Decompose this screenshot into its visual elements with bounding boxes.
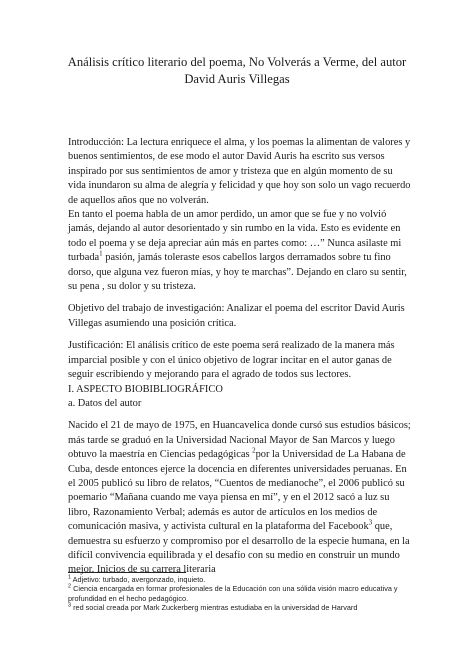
objective-paragraph: Objetivo del trabajo de investigación: Analizar el poema del escritor David Auris Villegas asumiendo una posición crítica.: [68, 303, 405, 329]
footnote-2-text: Ciencia encargada en formar profesionales de la Educación con una sólida visión macro educativa y profundidad en el hecho pedagógico.: [68, 584, 398, 603]
bio-text-2: por la Universidad de La Habana de Cuba, desde entonces ejerce la docencia en diferentes universidades peruanas. En el 2005 publicó su libro de relatos, “Cuentos de medianoche”, el 2006 publicó su poemario “Mañana cuando me vaya piensa en mí”, y en el 2012 sacó a luz su libro, Razonamiento Verbal; además es autor de artículos en los medios de comunicación masiva, y activista cultural en la plataforma del Facebook: [68, 449, 407, 533]
subsection-heading: a. Datos del autor: [68, 397, 142, 409]
poem-paragraph: [68, 208, 412, 294]
footnote-1-text: Adjetivo: turbado, avergonzado, inquieto.: [71, 575, 206, 584]
footnote-2: [68, 584, 408, 603]
document-body: [68, 136, 412, 578]
document-title: Análisis crítico literario del poema, No Volverás a Verme, del autor David Auris Villegas: [67, 55, 407, 86]
intro-paragraph: Introducción: La lectura enriquece el alma, y los poemas la alimentan de valores y buenos sentimientos, de ese modo el autor David Auris ha escrito sus versos inspirado por sus sentimientos de amor y tristeza que en algún momento de su vida inundaron su alma de alegría y felicidad y que hoy son solo un vago recuerdo de aquellos años que no volverán.: [68, 137, 411, 206]
footnote-2-mark: 2: [68, 583, 72, 590]
footnote-separator: [68, 572, 186, 573]
bio-text-3: que, demuestra su esfuerzo y compromiso por el desarrollo de la especie humana, en la difícil convivencia equilibrada y el desafío con su medio en construir un mundo mejor. Inicios de su carrera literaria: [68, 521, 410, 576]
footnote-ref-3[interactable]: 3: [368, 518, 373, 527]
poem-text-start: En tanto el poema habla de un amor perdido, un amor que se fue y no volvió jamás, dejando al autor desorientado y sin rumbo en la vida. Esto es evidente en todo el poema y se deja apreciar aún más en partes como: …” Nunca asilaste mi turbada: [68, 209, 402, 264]
footnote-1: [68, 575, 408, 584]
footnote-3-text: red social creada por Mark Zuckerberg mientras estudiaba en la universidad de Harvard: [71, 603, 358, 613]
justification-paragraph: Justificación: El análisis crítico de este poema será realizado de la manera más imparcial posible y con el único objetivo de lograr incitar en el autor ganas de seguir escribiendo y mejorando para el agrado de todos sus lectores.: [68, 340, 395, 381]
footnote-ref-2[interactable]: 2: [252, 446, 256, 455]
footnote-1-mark: 1: [68, 574, 72, 581]
bio-text-1: Nacido el 21 de mayo de 1975, en Huancavelica donde cursó sus estudios básicos; más tarde se graduó en la Universidad Nacional Mayor de San Marcos y luego obtuvo la maestría en Ciencias pedagógicas: [68, 420, 411, 461]
poem-text-end: pasión, jamás toleraste esos cabellos largos derramados sobre tu fino dorso, que alguna vez fueron mías, y hoy te marchas”. Dejando en claro su sentir, su pena , su dolor y su tristeza.: [68, 252, 407, 293]
footnote-3: [68, 603, 408, 612]
section-heading: I. ASPECTO BIOBIBLIOGRÁFICO: [68, 383, 223, 395]
footnotes: [68, 575, 408, 613]
bio-paragraph: [68, 419, 412, 577]
footnote-3-mark: 3: [68, 602, 72, 609]
footnote-ref-1[interactable]: 1: [99, 249, 103, 258]
